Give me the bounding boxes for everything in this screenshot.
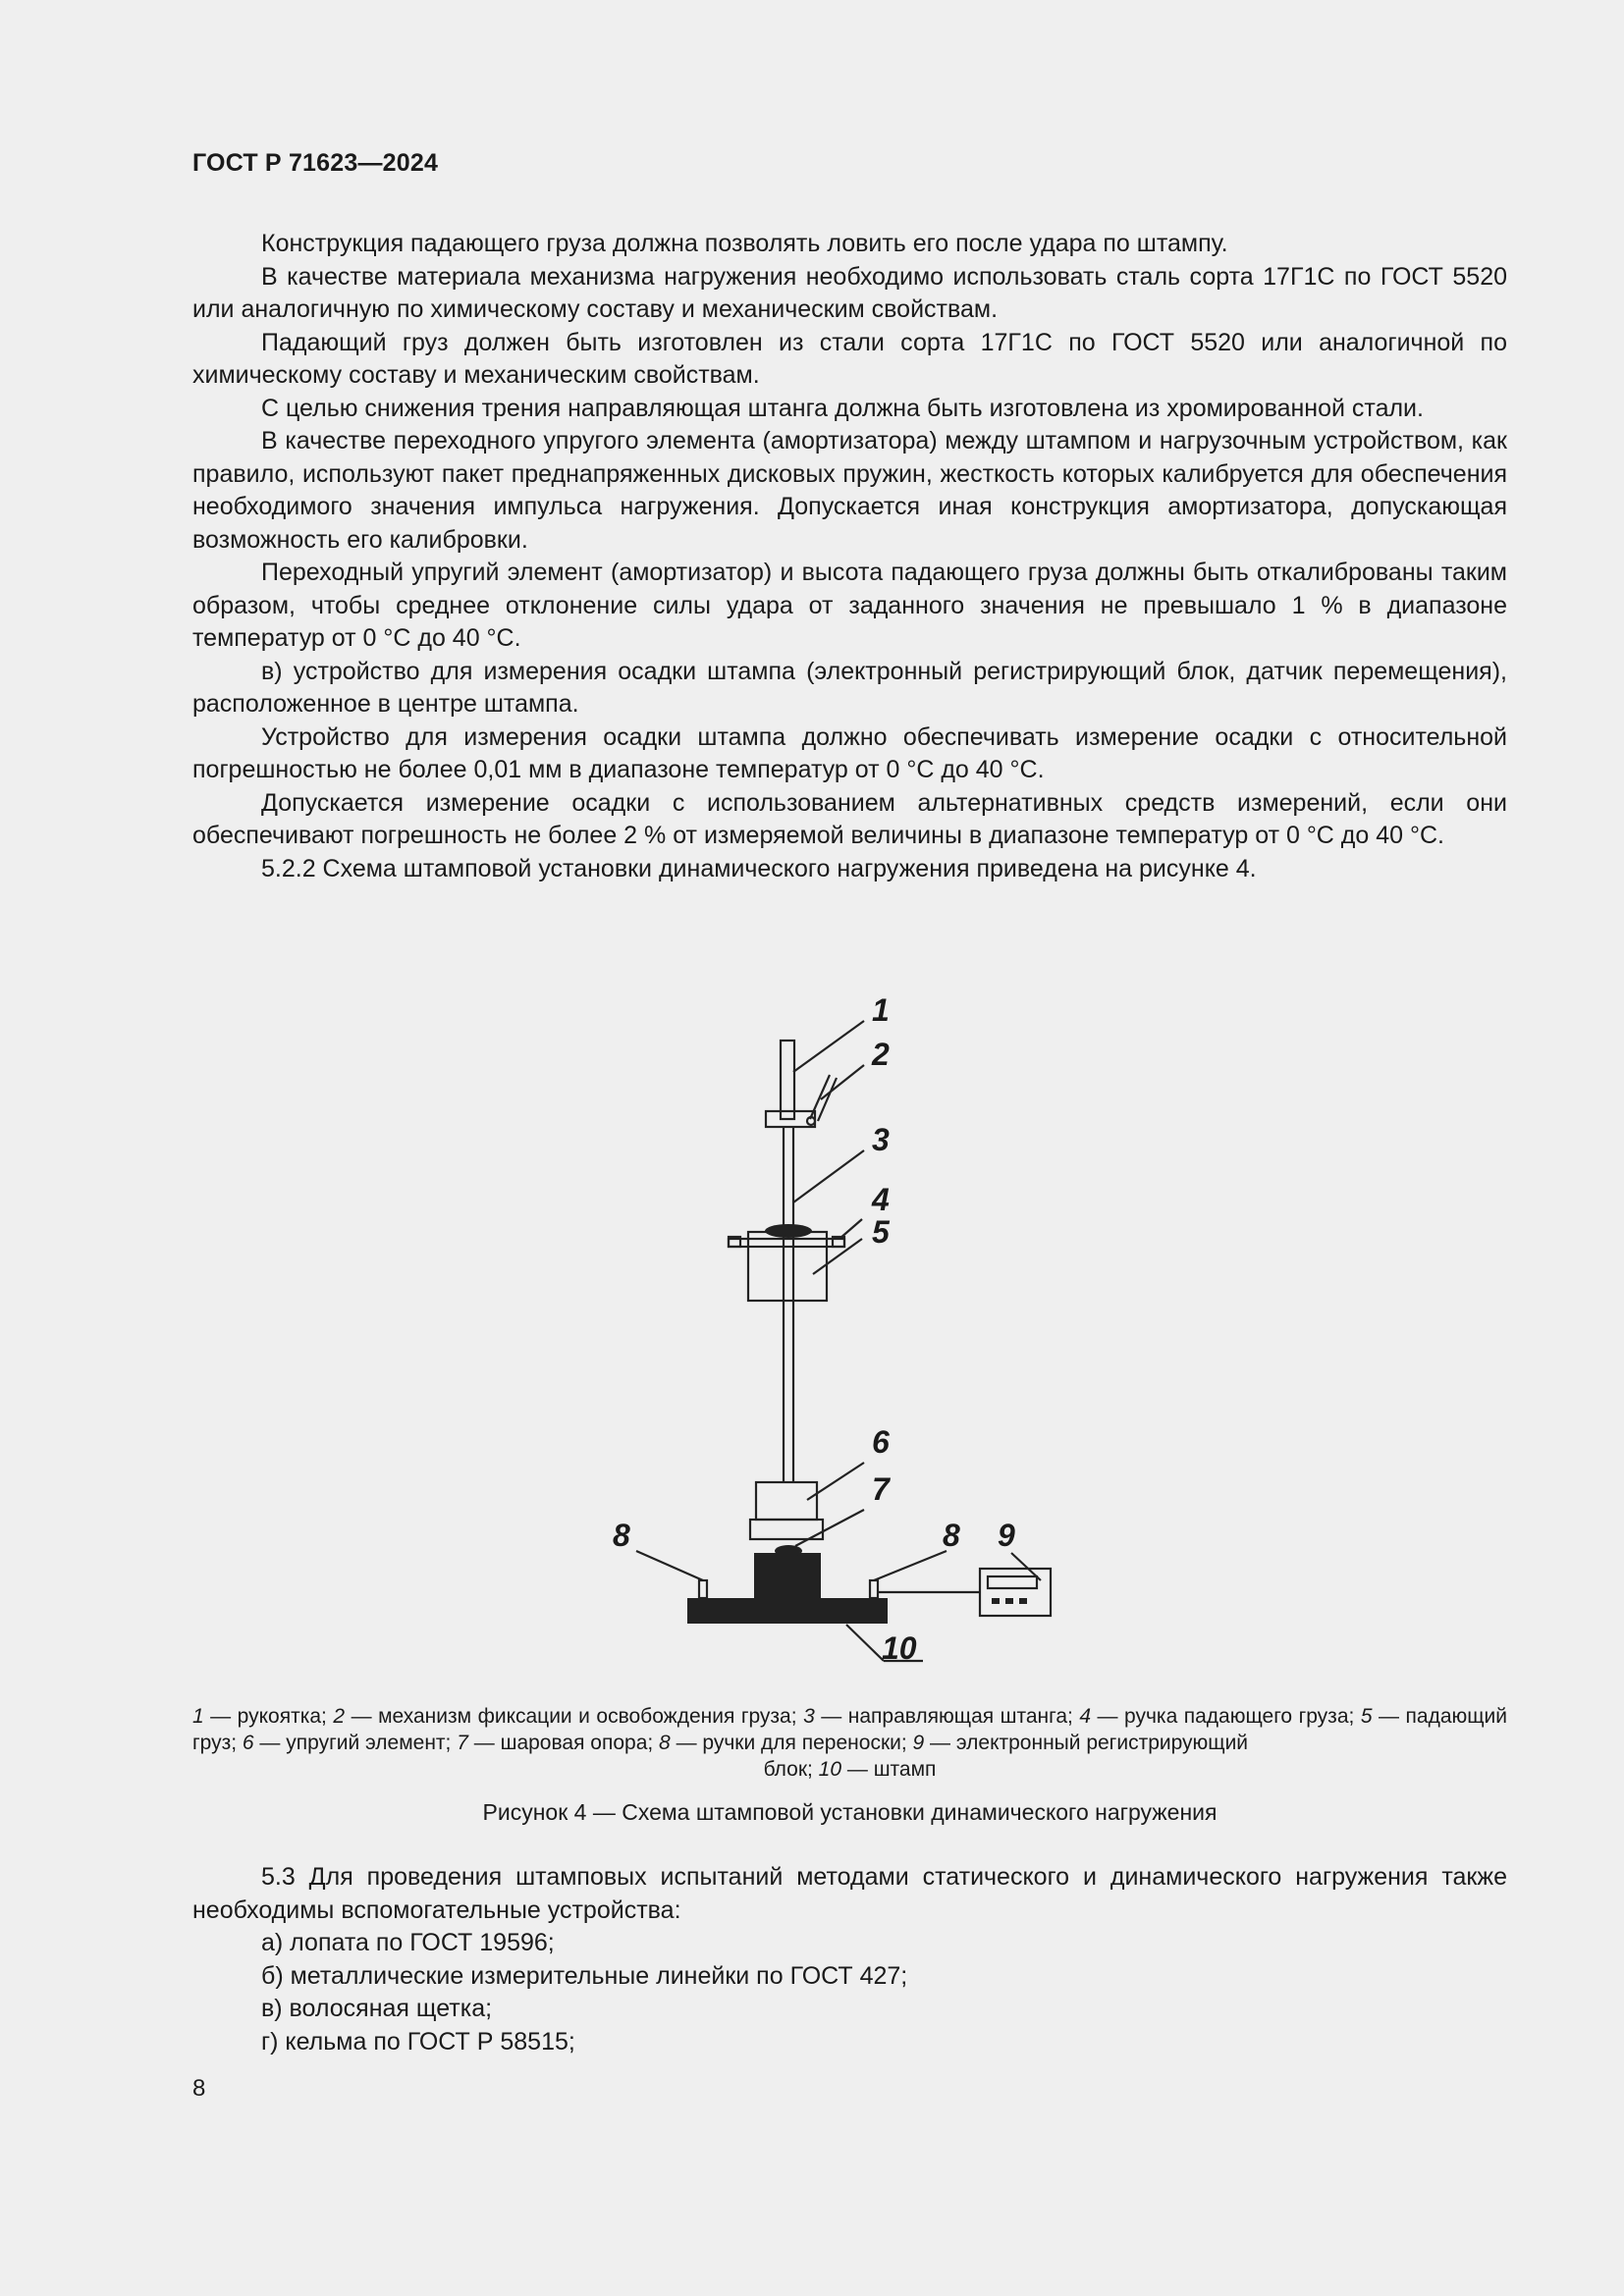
legend-num: 10 [818, 1758, 842, 1781]
paragraph: Переходный упругий элемент (амортизатор) и высота падающего груза должны быть откалиброваны таким образом, чтобы среднее отклонение силы удара от заданного значения не превышало 1 % в диапазоне температур от 0 °С до 40 °С. [192, 559, 1507, 652]
figure-label-10: 10 [882, 1630, 917, 1666]
paragraph: в) устройство для измерения осадки штампа (электронный регистрирующий блок, датчик перемещения), расположенное в центре штампа. [192, 657, 1507, 718]
figure-label-8-left: 8 [613, 1518, 630, 1553]
legend-num: 5 [1360, 1705, 1373, 1728]
legend-text: — ручки для переноски; [670, 1732, 913, 1754]
list-item: б) металлические измерительные линейки по ГОСТ 427; [261, 1961, 908, 1990]
lever-line [810, 1075, 830, 1119]
section-5-3 [192, 1861, 1507, 2058]
figure-label-4: 4 [872, 1182, 890, 1217]
document-header: ГОСТ Р 71623—2024 [192, 149, 439, 177]
legend-num: 3 [803, 1705, 815, 1728]
leader-line-8a [636, 1551, 703, 1580]
list-item: а) лопата по ГОСТ 19596; [261, 1929, 555, 1956]
ball-support-dark [775, 1545, 802, 1557]
legend-text: — направляющая штанга; [814, 1705, 1080, 1728]
falling-weight-shape [748, 1232, 827, 1301]
elastic-element-shape [756, 1482, 817, 1520]
paragraph: Допускается измерение осадки с использованием альтернативных средств измерений, если они обеспечивают погрешность не более 2 % от измеряемой величины в диапазоне температур от 0 °С до 40 °С. [192, 788, 1507, 849]
legend-text: — шаровая опора; [467, 1732, 660, 1754]
figure-legend [192, 1703, 1507, 1783]
figure-label-5: 5 [872, 1214, 890, 1250]
legend-num: 2 [333, 1705, 346, 1728]
carry-handle-left [699, 1580, 707, 1598]
legend-num: 7 [457, 1732, 468, 1754]
paragraph: Конструкция падающего груза должна позволять ловить его после удара по штампу. [261, 230, 1228, 257]
body-text [192, 228, 1507, 885]
leader-line-8b [874, 1551, 947, 1580]
list-item: г) кельма по ГОСТ Р 58515; [261, 2027, 575, 2056]
leader-line-3 [793, 1150, 864, 1202]
paragraph: В качестве материала механизма нагружения необходимо использовать сталь сорта 17Г1С по ГОСТ 5520 или аналогичную по химическому составу и механическим свойствам. [192, 262, 1507, 323]
figure-4-drawing [589, 982, 1080, 1693]
legend-text: — падающий груз; [192, 1705, 1507, 1754]
paragraph: 5.2.2 Схема штамповой установки динамического нагружения приведена на рисунке 4. [261, 854, 1257, 882]
lever-line [818, 1078, 837, 1121]
figure-label-2: 2 [872, 1037, 890, 1072]
figure-label-9: 9 [998, 1518, 1015, 1553]
legend-text: — штамп [841, 1758, 937, 1781]
list-item: в) волосяная щетка; [261, 1995, 493, 2022]
legend-text: — ручка падающего груза; [1091, 1705, 1361, 1728]
leader-line-5 [813, 1239, 862, 1274]
stamp-setup-diagram [589, 982, 1080, 1688]
unit-button [1005, 1598, 1013, 1604]
figure-label-3: 3 [872, 1122, 890, 1157]
weight-top-dark [765, 1224, 812, 1238]
leader-line-4 [839, 1219, 862, 1239]
legend-num: 1 [192, 1705, 204, 1728]
figure-label-6: 6 [872, 1424, 890, 1460]
legend-num: 4 [1079, 1705, 1092, 1728]
figure-label-1: 1 [872, 992, 890, 1028]
unit-button [1019, 1598, 1027, 1604]
figure-caption: Рисунок 4 — Схема штамповой установки динамического нагружения [482, 1799, 1218, 1825]
paragraph: Устройство для измерения осадки штампа должно обеспечивать измерение осадки с относительной погрешностью не более 0,01 мм в диапазоне температур от 0 °С до 40 °С. [192, 722, 1507, 783]
legend-text: — рукоятка; [203, 1705, 334, 1728]
paragraph: С целью снижения трения направляющая штанга должна быть изготовлена из хромированной стали. [261, 394, 1424, 422]
page-number: 8 [192, 2075, 206, 2102]
legend-text: — упругий элемент; [253, 1732, 458, 1754]
legend-num: 8 [659, 1732, 671, 1754]
legend-text: — электронный регистрирующий [924, 1732, 1249, 1754]
figure-label-8-right: 8 [943, 1518, 960, 1553]
electronic-display [988, 1576, 1037, 1588]
legend-text: — механизм фиксации и освобождения груза; [345, 1705, 804, 1728]
unit-button [992, 1598, 1000, 1604]
leader-line-7 [795, 1510, 864, 1546]
paragraph: 5.3 Для проведения штамповых испытаний методами статического и динамического нагружения также необходимы вспомогательные устройства: [192, 1863, 1507, 1924]
leader-line-1 [793, 1021, 864, 1072]
paragraph: Падающий груз должен быть изготовлен из стали сорта 17Г1С по ГОСТ 5520 или аналогичной по химическому составу и механическим свойствам. [192, 328, 1507, 389]
paragraph: В качестве переходного упругого элемента (амортизатора) между штампом и нагрузочным устройством, как правило, используют пакет преднапряженных дисковых пружин, жесткость которых калибруется для обеспечения необходимого значения импульса нагружения. Допускается иная конструкция амортизатора, допускающая возможность его калибровки. [192, 427, 1507, 554]
stamp-upper-dark [754, 1553, 821, 1598]
handle-shape [781, 1041, 794, 1119]
figure-label-7: 7 [872, 1471, 890, 1507]
leader-line-10 [846, 1625, 884, 1661]
legend-num: 6 [242, 1732, 254, 1754]
stamp-plate-dark [687, 1598, 888, 1624]
legend-num: 9 [912, 1732, 925, 1754]
legend-text: блок; [763, 1758, 819, 1781]
carry-handle-right [870, 1580, 878, 1598]
